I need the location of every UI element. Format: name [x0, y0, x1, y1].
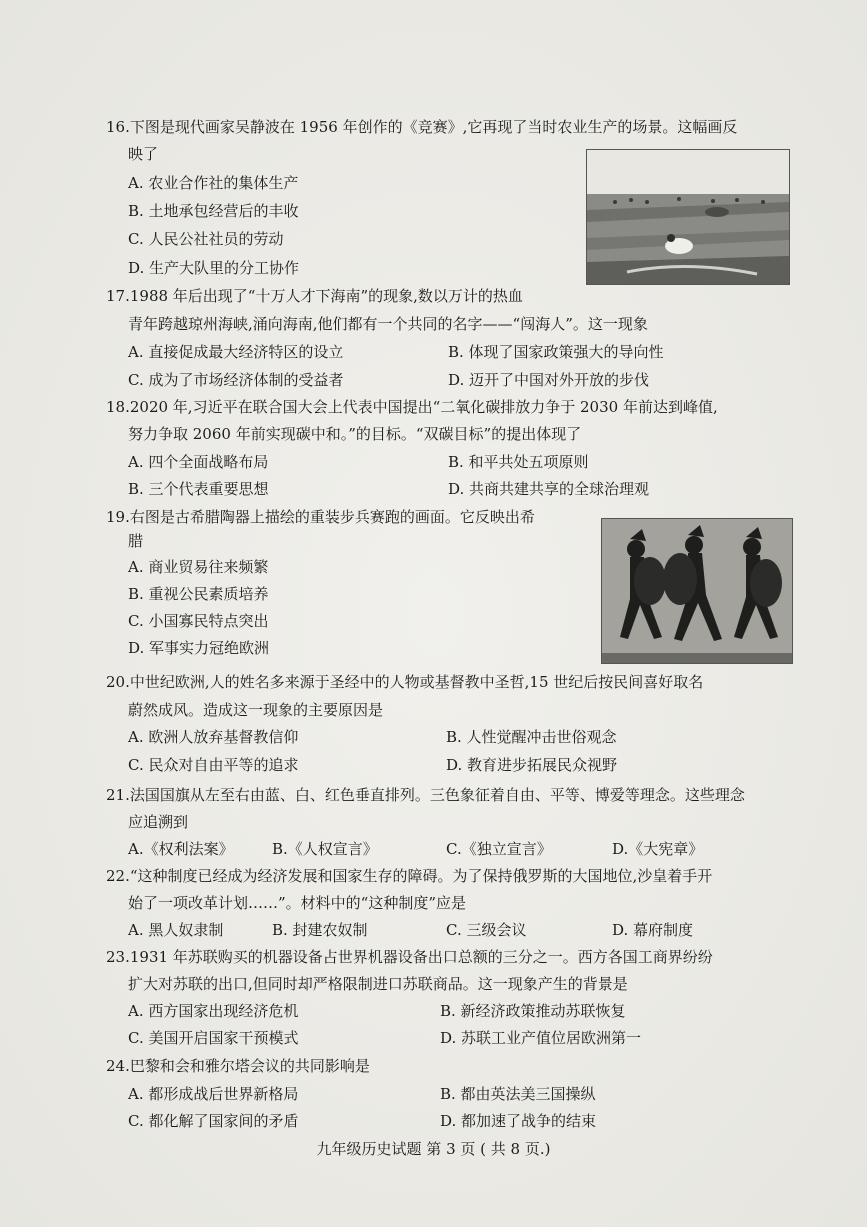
question-23-stem-line-1: 23.1931 年苏联购买的机器设备占世界机器设备出口总额的三分之一。西方各国工商界纷纷 [106, 948, 713, 966]
question-17-stem-line-2: 青年跨越琼州海峡,涌向海南,他们都有一个共同的名字——“闯海人”。这一现象 [128, 315, 648, 333]
question-16-option-b: B. 土地承包经营后的丰收 [128, 202, 299, 220]
question-16-option-c: C. 人民公社社员的劳动 [128, 230, 284, 248]
question-20-option-d: D. 教育进步拓展民众视野 [446, 756, 618, 774]
question-19-stem-line-1: 19.右图是古希腊陶器上描绘的重装步兵赛跑的画面。它反映出希 [106, 508, 535, 526]
question-21-stem-line-2: 应追溯到 [128, 813, 189, 831]
question-23-stem-line-2: 扩大对苏联的出口,但同时却严格限制进口苏联商品。这一现象产生的背景是 [128, 975, 628, 993]
question-24-stem-line-1: 24.巴黎和会和雅尔塔会议的共同影响是 [106, 1057, 370, 1075]
question-22-option-b: B. 封建农奴制 [272, 921, 368, 939]
painting-image [586, 149, 790, 285]
question-19-stem-line-2: 腊 [128, 532, 144, 550]
question-23-option-d: D. 苏联工业产值位居欧洲第一 [440, 1029, 642, 1047]
question-19-option-a: A. 商业贸易往来频繁 [128, 558, 269, 576]
question-18-option-c: B. 三个代表重要思想 [128, 480, 269, 498]
question-22-stem-line-1: 22.“这种制度已经成为经济发展和国家生存的障碍。为了保持俄罗斯的大国地位,沙皇着手开 [106, 867, 713, 885]
question-18-stem-line-1: 18.2020 年,习近平在联合国大会上代表中国提出“二氧化碳排放力争于 2030 年前达到峰值, [106, 398, 718, 416]
greek-pottery-image [601, 518, 793, 664]
question-20-stem-line-1: 20.中世纪欧洲,人的姓名多来源于圣经中的人物或基督教中圣哲,15 世纪后按民间喜好取名 [106, 673, 704, 691]
question-18-option-d: D. 共商共建共享的全球治理观 [448, 480, 650, 498]
question-20-option-b: B. 人性觉醒冲击世俗观念 [446, 728, 617, 746]
question-19-option-c: C. 小国寡民特点突出 [128, 612, 269, 630]
question-22-option-a: A. 黑人奴隶制 [128, 921, 224, 939]
question-23-option-c: C. 美国开启国家干预模式 [128, 1029, 299, 1047]
question-19-option-d: D. 军事实力冠绝欧洲 [128, 639, 270, 657]
question-22-stem-line-2: 始了一项改革计划……”。材料中的“这种制度”应是 [128, 894, 467, 912]
question-21-option-c: C.《独立宣言》 [446, 840, 552, 858]
question-20-option-a: A. 欧洲人放弃基督教信仰 [128, 728, 299, 746]
question-24-option-d: D. 都加速了战争的结束 [440, 1112, 597, 1130]
question-19-option-b: B. 重视公民素质培养 [128, 585, 269, 603]
question-23-option-a: A. 西方国家出现经济危机 [128, 1002, 299, 1020]
question-22-option-c: C. 三级会议 [446, 921, 527, 939]
question-22-option-d: D. 幕府制度 [612, 921, 694, 939]
question-24-option-b: B. 都由英法美三国操纵 [440, 1085, 596, 1103]
question-16-option-d: D. 生产大队里的分工协作 [128, 259, 300, 277]
question-18-stem-line-2: 努力争取 2060 年前实现碳中和。”的目标。“双碳目标”的提出体现了 [128, 425, 582, 443]
question-16-option-a: A. 农业合作社的集体生产 [128, 174, 299, 192]
question-20-option-c: C. 民众对自由平等的追求 [128, 756, 299, 774]
question-16-stem-line-1: 16.下图是现代画家吴静波在 1956 年创作的《竞赛》,它再现了当时农业生产的场景。这幅画反 [106, 118, 738, 136]
page-footer: 九年级历史试题 第 3 页 ( 共 8 页.) [316, 1140, 551, 1158]
question-24-option-a: A. 都形成战后世界新格局 [128, 1085, 299, 1103]
question-18-option-a: A. 四个全面战略布局 [128, 453, 269, 471]
question-16-stem-line-2: 映了 [128, 145, 159, 163]
question-21-option-b: B.《人权宣言》 [272, 840, 378, 858]
question-17-option-a: A. 直接促成最大经济特区的设立 [128, 343, 344, 361]
question-21-option-d: D.《大宪章》 [612, 840, 704, 858]
question-18-option-b: B. 和平共处五项原则 [448, 453, 589, 471]
question-17-option-c: C. 成为了市场经济体制的受益者 [128, 371, 344, 389]
question-17-option-b: B. 体现了国家政策强大的导向性 [448, 343, 664, 361]
question-17-stem-line-1: 17.1988 年后出现了“十万人才下海南”的现象,数以万计的热血 [106, 287, 523, 305]
question-21-stem-line-1: 21.法国国旗从左至右由蓝、白、红色垂直排列。三色象征着自由、平等、博爱等理念。这些理念 [106, 786, 745, 804]
question-24-option-c: C. 都化解了国家间的矛盾 [128, 1112, 299, 1130]
question-23-option-b: B. 新经济政策推动苏联恢复 [440, 1002, 626, 1020]
question-20-stem-line-2: 蔚然成风。造成这一现象的主要原因是 [128, 701, 384, 719]
question-17-option-d: D. 迈开了中国对外开放的步伐 [448, 371, 650, 389]
question-21-option-a: A.《权利法案》 [128, 840, 234, 858]
